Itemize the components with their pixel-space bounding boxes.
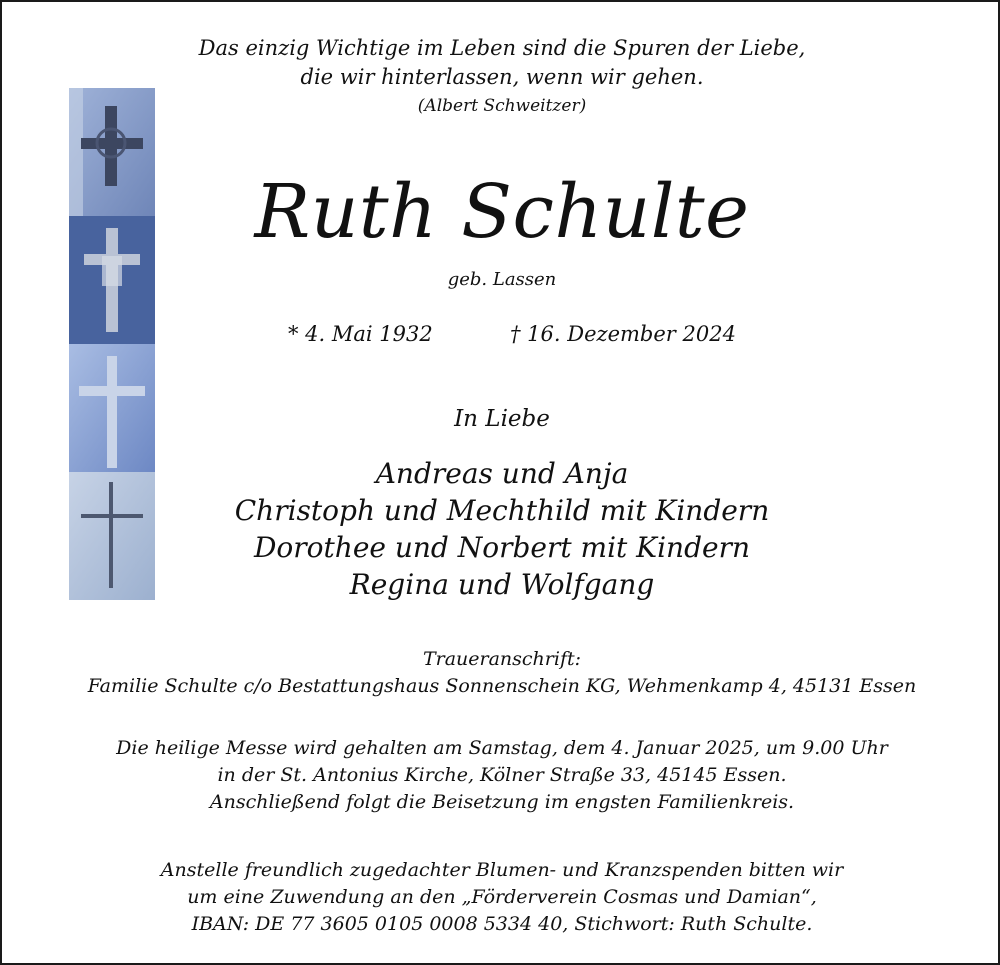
mourners-list — [2, 455, 1000, 603]
mourner-name: Andreas und Anja — [375, 457, 629, 490]
quote-line-1: Das einzig Wichtige im Leben sind die Spuren der Liebe, — [198, 36, 806, 60]
deceased-name: Ruth Schulte — [254, 169, 750, 255]
donation-line-3: IBAN: DE 77 3605 0105 0008 5334 40, Stichwort: Ruth Schulte. — [191, 913, 813, 935]
donation-line-1: Anstelle freundlich zugedachter Blumen- und Kranzspenden bitten wir — [160, 859, 844, 881]
address-text: Familie Schulte c/o Bestattungshaus Sonnenschein KG, Wehmenkamp 4, 45131 Essen — [87, 675, 917, 697]
mass-line-3: Anschließend folgt die Beisetzung im engsten Familienkreis. — [209, 791, 795, 813]
birth-date: * 4. Mai 1932 — [288, 322, 433, 346]
mass-line-1: Die heilige Messe wird gehalten am Samstag, dem 4. Januar 2025, um 9.00 Uhr — [116, 737, 888, 759]
mourner-name: Dorothee und Norbert mit Kindern — [253, 531, 750, 564]
quote-author: (Albert Schweitzer) — [417, 96, 587, 116]
death-date: † 16. Dezember 2024 — [510, 322, 736, 346]
quote-block — [2, 34, 1000, 121]
address-label: Traueranschrift: — [422, 648, 582, 670]
mourner-name: Christoph und Mechthild mit Kindern — [234, 494, 770, 527]
donation-info — [2, 857, 1000, 938]
quote-line-2: die wir hinterlassen, wenn wir gehen. — [300, 65, 704, 89]
mass-info — [2, 735, 1000, 816]
mourner-name: Regina und Wolfgang — [349, 568, 655, 601]
maiden-name: geb. Lassen — [447, 269, 557, 290]
mass-line-2: in der St. Antonius Kirche, Kölner Straße 33, 45145 Essen. — [217, 764, 787, 786]
mourning-address — [2, 646, 1000, 700]
mourners-intro: In Liebe — [454, 406, 550, 432]
donation-line-2: um eine Zuwendung an den „Förderverein Cosmas und Damian“, — [187, 886, 817, 908]
